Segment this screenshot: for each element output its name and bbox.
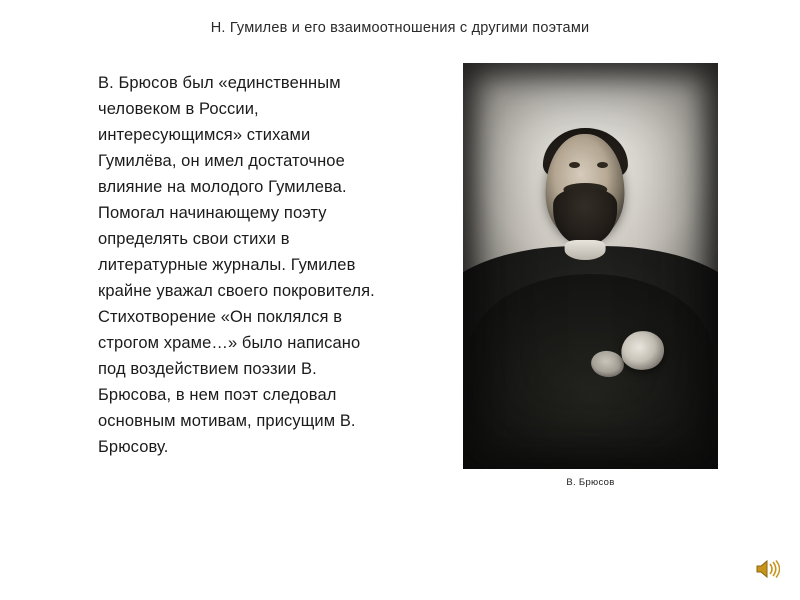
portrait-photo xyxy=(463,63,718,469)
photo-caption: В. Брюсов xyxy=(566,477,615,488)
page-title: Н. Гумилев и его взаимоотношения с другими поэтами xyxy=(210,20,590,36)
portrait-photo-container xyxy=(463,63,718,469)
photo-vignette xyxy=(463,63,718,469)
body-paragraph: В. Брюсов был «единственным человеком в России, интересующимся» стихами Гумилёва, он имел достаточное влияние на молодого Гумилева. Помогал начинающему поэту определять свои стихи в литературные журналы. Гумилев крайне уважал своего покровителя. Стихотворение «Он поклялся в строгом храме…» было написано под воздействием поэзии В. Брюсова, в нем поэт следовал основным мотивам, присущим В. Брюсову. xyxy=(98,74,375,456)
speaker-icon[interactable] xyxy=(754,556,780,582)
